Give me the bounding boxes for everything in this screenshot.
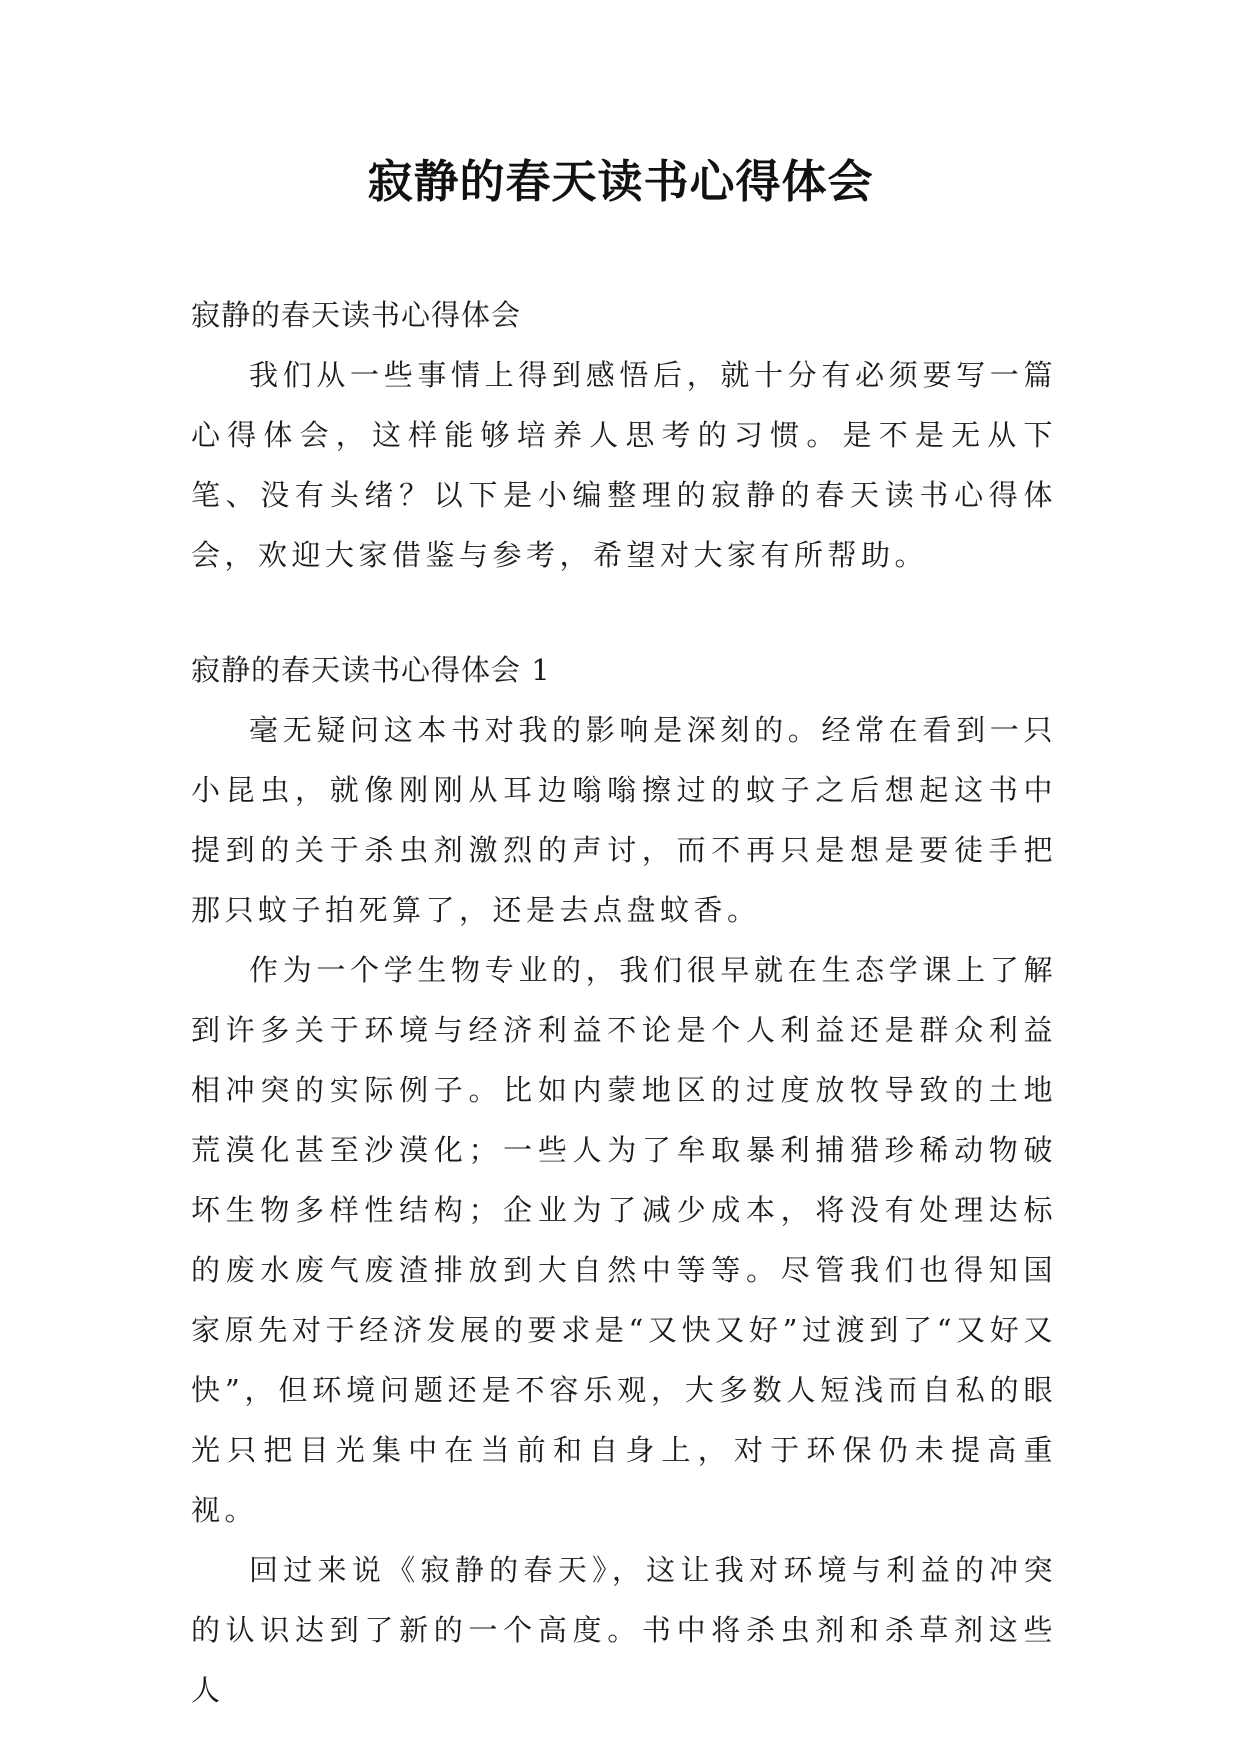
section-1-paragraph-2: 作为一个学生物专业的，我们很早就在生态学课上了解到许多关于环境与经济利益不论是个人利益还是群众利益相冲突的实际例子。比如内蒙地区的过度放牧导致的土地荒漠化甚至沙漠化；一些人为了牟取暴利捕猎珍稀动物破坏生物多样性结构；企业为了减少成本，将没有处理达标的废水废气废渣排放到大自然中等等。尽管我们也得知国家原先对于经济发展的要求是“又快又好”过渡到了“又好又快”，但环境问题还是不容乐观，大多数人短浅而自私的眼光只把目光集中在当前和自身上，对于环保仍未提高重视。 [191,953,1057,1527]
section-1-paragraph-3: 回过来说《寂静的春天》，这让我对环境与利益的冲突的认识达到了新的一个高度。书中将杀虫剂和杀草剂这些人 [191,1553,1057,1707]
intro-section [191,285,1057,585]
document-title: 寂静的春天读书心得体会 [367,155,874,208]
section-1-paragraph-1: 毫无疑问这本书对我的影响是深刻的。经常在看到一只小昆虫，就像刚刚从耳边嗡嗡擦过的蚊子之后想起这书中提到的关于杀虫剂激烈的声讨，而不再只是想是要徒手把那只蚊子拍死算了，还是去点盘蚊香。 [191,713,1057,927]
intro-heading: 寂静的春天读书心得体会 [191,298,522,332]
section-1-heading: 寂静的春天读书心得体会 1 [191,653,551,687]
section-1 [191,640,1057,1720]
intro-paragraph: 我们从一些事情上得到感悟后，就十分有必须要写一篇心得体会，这样能够培养人思考的习惯。是不是无从下笔、没有头绪？以下是小编整理的寂静的春天读书心得体会，欢迎大家借鉴与参考，希望对大家有所帮助。 [191,358,1057,572]
